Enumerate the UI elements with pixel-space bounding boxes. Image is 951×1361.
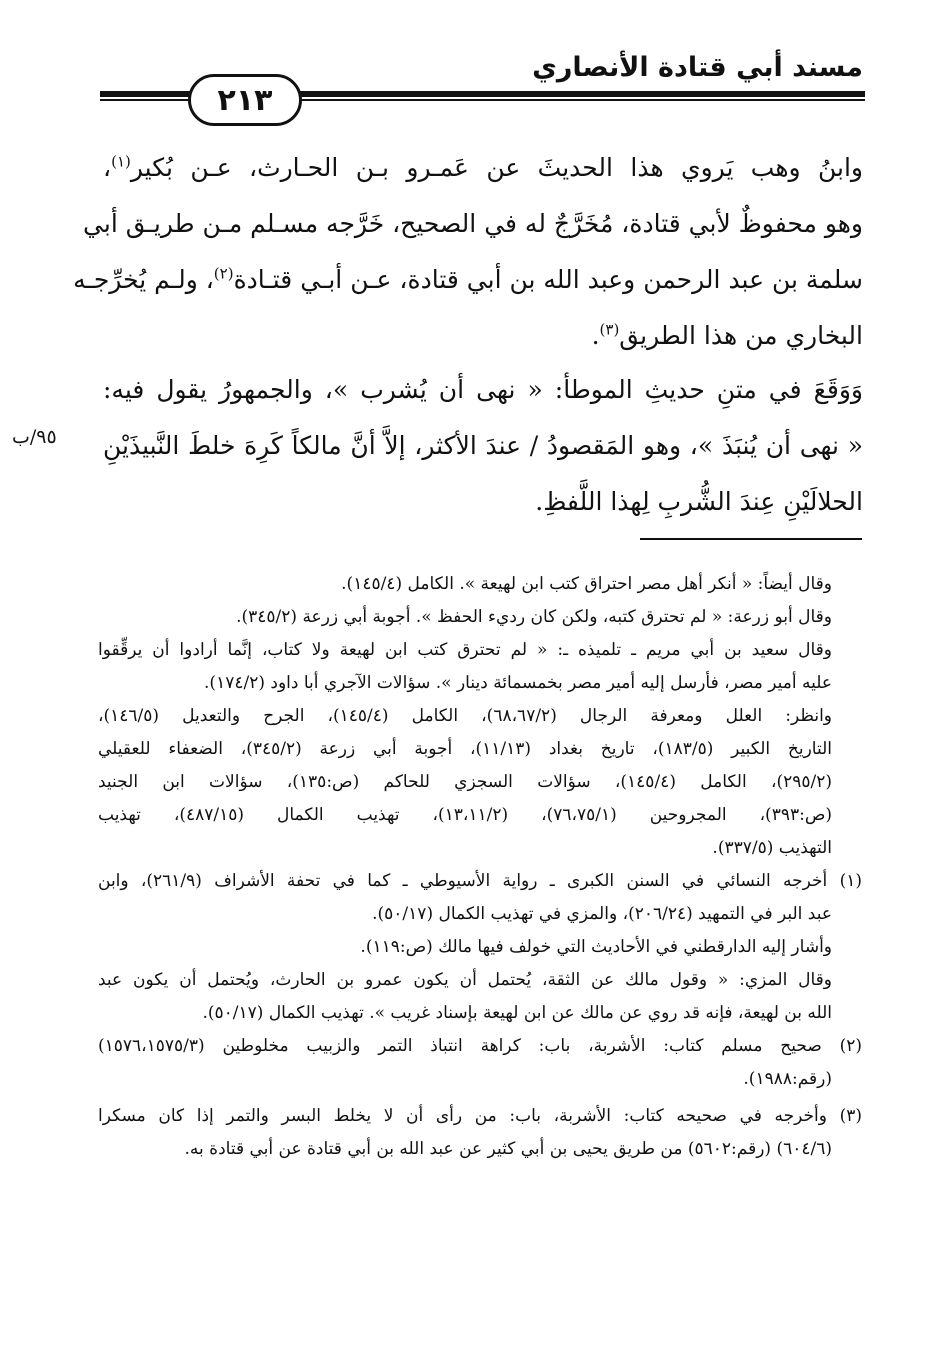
footnotes xyxy=(98,568,862,1166)
footnote-1-line: عبد البر في التمهيد (٢٠٦/٢٤)، والمزي في تهذيب الكمال (٥٠/١٧). xyxy=(372,904,832,924)
footnote-1-line: وأشار إليه الدارقطني في الأحاديث التي خولف فيها مالك (ص:١١٩). xyxy=(360,937,832,957)
text-line: وَوَقَعَ في متنِ حديثِ الموطأ: « نهى أن يُشرب »، والجمهورُ يقول فيه: xyxy=(103,375,863,404)
footnote-line: التاريخ الكبير (١٨٣/٥)، تاريخ بغداد (١١/١٣)، أجوبة أبي زرعة (٣٤٥/٢)، الضعفاء للعقيلي xyxy=(98,739,832,759)
footnote-line: عليه أمير مصر، فأرسل إليه أمير مصر بخمسمائة دينار ». سؤالات الآجري أبا داود (١٧٤/٢). xyxy=(204,673,832,693)
footnote-line: وقال سعيد بن أبي مريم ـ تلميذه ـ: « لم تحترق كتب ابن لهيعة ولا كتاب، إنَّما أرادوا أن يرقِّقوا xyxy=(98,640,832,660)
footnote-ref-2[interactable]: (٢) xyxy=(213,264,234,283)
footnote-1-line: وقال المزي: « وقول مالك عن الثقة، يُحتمل أن يكون عمرو بن الحارث، ويُحتمل أن يكون عبد xyxy=(98,970,832,990)
page-number: ٢١٣ xyxy=(217,82,273,118)
footnote-3-line: (٦٠٤/٦) (رقم:٥٦٠٢) من طريق يحيى بن أبي كثير عن عبد الله بن أبي قتادة عن أبي قتادة به. xyxy=(184,1139,832,1159)
footnote-1-line: الله بن لهيعة، فإنه قد روي عن مالك عن ابن لهيعة بإسناد غريب ». تهذيب الكمال (٥٠/١٧). xyxy=(202,1003,832,1023)
text-line: وهو محفوظٌ لأبي قتادة، مُخَرَّجٌ له في الصحيح، خَرَّجه مسـلم مـن طريـق أبي xyxy=(83,209,863,238)
footnote-line: التهذيب (٣٣٧/٥). xyxy=(712,838,832,858)
footnote-line: وقال أبو زرعة: « لم تحترق كتبه، ولكن كان رديء الحفظ ». أجوبة أبي زرعة (٣٤٥/٢). xyxy=(236,607,832,627)
footnote-separator xyxy=(640,538,862,540)
text-line: « نهى أن يُنبَذَ »، وهو المَقصودُ / عندَ الأكثر، إلاَّ أنَّ مالكاً كَرِهَ خلطَ النَّبيذَيْنِ xyxy=(103,431,863,460)
footnote-ref-3[interactable]: (٣) xyxy=(599,320,620,339)
main-paragraph-2 xyxy=(103,362,863,530)
footnote-3-line: (٣) وأخرجه في صحيحه كتاب: الأشربة، باب: من رأى أن لا يخلط البسر والتمر إذا كان مسكرا xyxy=(98,1106,862,1126)
footnote-1-line: (١) أخرجه النسائي في السنن الكبرى ـ رواية الأسيوطي ـ كما في تحفة الأشراف (٢٦١/٩)، وابن xyxy=(98,871,862,891)
page-number-badge xyxy=(188,74,302,126)
footnote-2-line: (رقم:١٩٨٨). xyxy=(743,1069,832,1089)
footnote-ref-1[interactable]: (١) xyxy=(111,152,131,171)
footnote-line: وانظر: العلل ومعرفة الرجال (٦٨،٦٧/٢)، الكامل (١٤٥/٤)، الجرح والتعديل (١٤٦/٥)، xyxy=(98,706,832,726)
running-title: مسند أبي قتادة الأنصاري xyxy=(532,52,863,83)
footnote-line: وقال أيضاً: « أنكر أهل مصر احتراق كتب ابن لهيعة ». الكامل (١٤٥/٤). xyxy=(341,574,832,594)
footnote-line: (٢٩٥/٢)، الكامل (١٤٥/٤)، سؤالات السجزي للحاكم (ص:١٣٥)، سؤالات ابن الجنيد xyxy=(98,772,832,792)
main-paragraph-1 xyxy=(73,140,863,364)
footnote-2-line: (٢) صحيح مسلم كتاب: الأشربة، باب: كراهة انتباذ التمر والزبيب مخلوطين (١٥٧٦،١٥٧٥/٣) xyxy=(98,1036,862,1056)
manuscript-folio-note: ٩٥/ب xyxy=(12,426,57,448)
text-line: الحلالَيْنِ عِندَ الشُّربِ لِهذا اللَّفظِ. xyxy=(535,487,863,516)
text-line: سلمة بن عبد الرحمن وعبد الله بن أبي قتادة، عـن أبـي قتـادة$^{(٢)}$، ولـم يُخرِّجـه xyxy=(73,264,863,294)
text-line: البخاري من هذا الطريق$^{(٣)}$. xyxy=(591,320,863,350)
text-line: وابنُ وهب يَروي هذا الحديثَ عن عَمـرو بـن الحـارث، عـن بُكير$^{(١)}$، xyxy=(103,152,863,182)
footnote-line: (ص:٣٩٣)، المجروحين (٧٦،٧٥/١)، (١٣،١١/٢)، تهذيب الكمال (٤٨٧/١٥)، تهذيب xyxy=(98,805,833,825)
